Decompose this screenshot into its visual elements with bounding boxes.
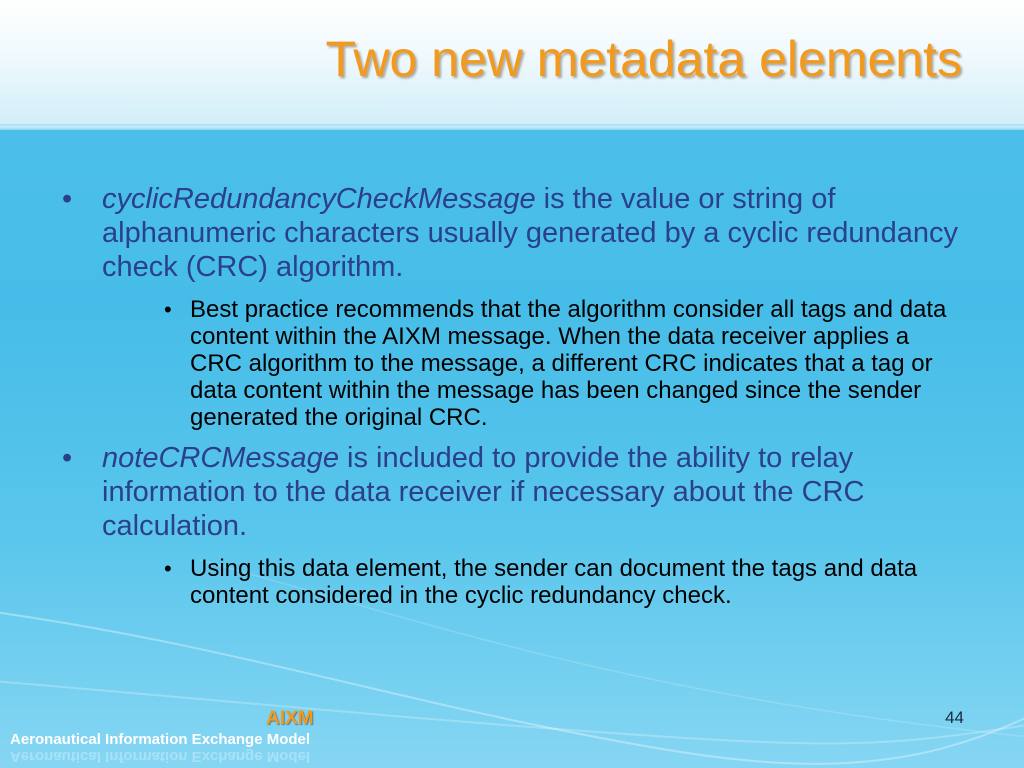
sub-bullet-text: Using this data element, the sender can document the tags and data content considered in the cyclic redundancy check. [190, 555, 918, 609]
bullet-text: is included to provide the ability to relay information to the data receiver if necessary about the CRC calculation. [102, 442, 865, 542]
footer-logo-text: AIXM [266, 708, 314, 729]
bullet-marker: • [164, 556, 172, 581]
bullet-text: is the value or string of alphanumeric characters usually generated by a cyclic redundancy check (CRC) algorithm. [102, 183, 958, 283]
page-number: 44 [945, 708, 964, 727]
term-crc-message: cyclicRedundancyCheckMessage [102, 183, 536, 215]
bullet-item-crc-message [62, 182, 972, 284]
bullet-marker: • [164, 297, 172, 322]
bullet-item-note-crc [62, 441, 972, 543]
footer-subtitle-reflection: Aeronautical Information Exchange Model [10, 748, 311, 765]
slide-content [62, 182, 972, 619]
footer-subtitle: Aeronautical Information Exchange Model [10, 731, 311, 748]
sub-bullet-best-practice [164, 296, 960, 431]
term-note-crc: noteCRCMessage [102, 442, 339, 474]
bullet-marker: • [62, 183, 73, 215]
sub-bullet-usage [164, 555, 960, 609]
bullet-marker: • [62, 442, 73, 474]
sub-bullet-text: Best practice recommends that the algorithm consider all tags and data content within the AIXM message. When the data receiver applies a CRC algorithm to the message, a different CRC indicates that a tag or data content within the message has been changed since the sender generated the original CRC. [190, 296, 947, 431]
slide-title: Two new metadata elements [325, 31, 962, 87]
header-divider [0, 124, 1024, 130]
